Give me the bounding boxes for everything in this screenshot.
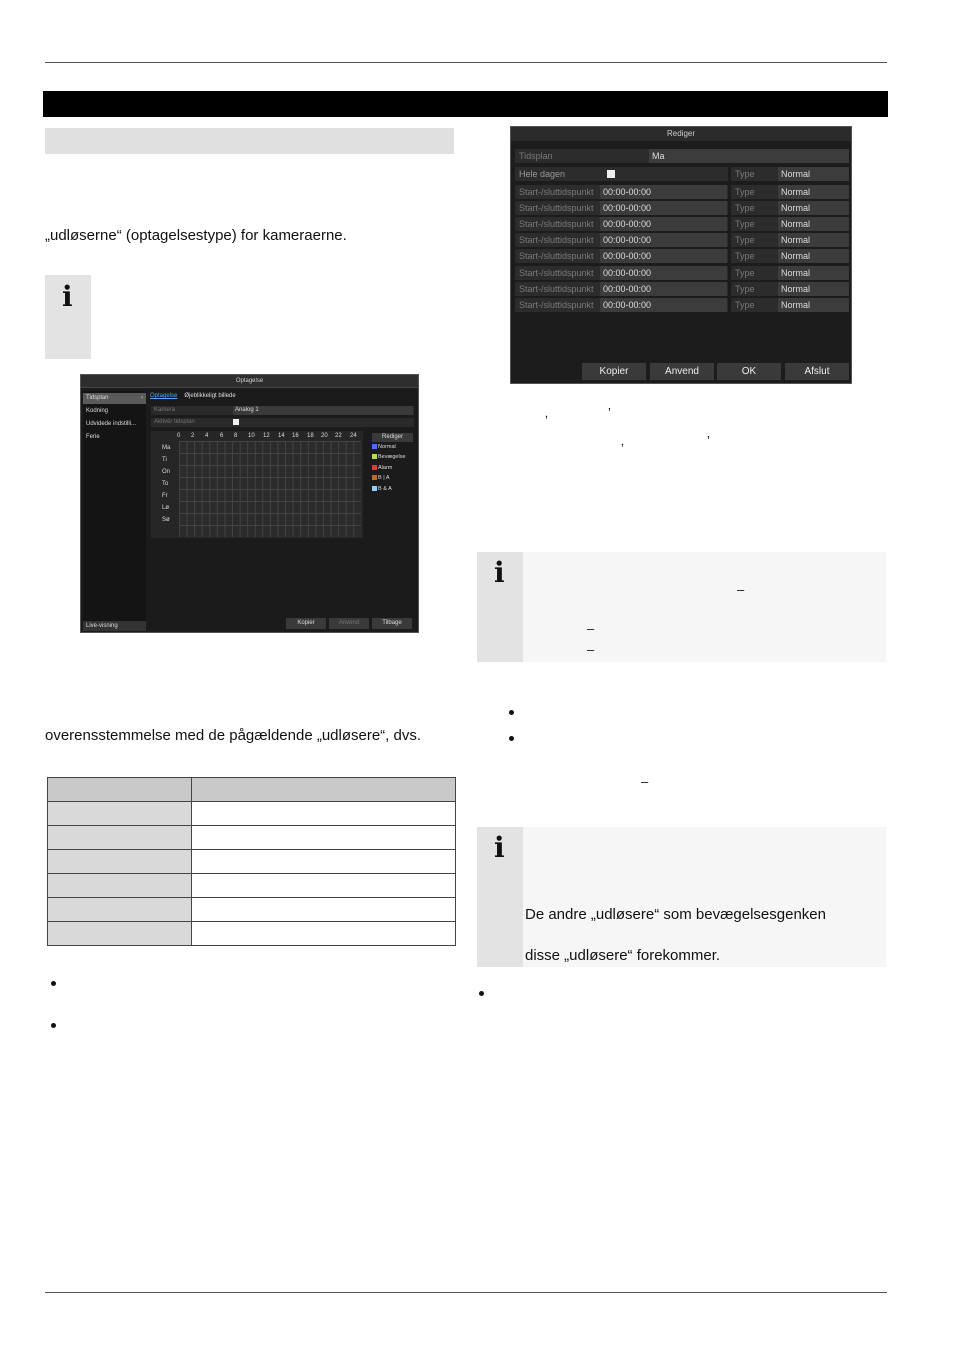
kamera-label: Kamera xyxy=(154,407,176,413)
dialog-title: Optagelse xyxy=(81,375,418,388)
bullet xyxy=(51,1023,56,1028)
live-view-button[interactable]: Live-visning xyxy=(83,621,146,631)
slot-type-select[interactable]: Normal xyxy=(778,185,849,199)
info-icon: i xyxy=(62,280,73,313)
quote-mark: ‚ xyxy=(621,433,624,448)
day-label: Ti xyxy=(162,457,167,463)
slot-row xyxy=(515,298,728,312)
slot-row xyxy=(515,282,728,296)
dash-mark: – xyxy=(587,621,595,636)
slot-type-label: Type xyxy=(735,284,755,294)
body-text-udloeserne: „udløserne“ (optagelsestype) for kameraerne. xyxy=(45,227,347,244)
slot-label: Start-/sluttidspunkt xyxy=(519,219,594,229)
table-cell xyxy=(192,778,456,802)
table-row xyxy=(48,826,456,850)
slot-time-input[interactable]: 00:00-00:00 xyxy=(600,185,727,199)
aktiver-row xyxy=(151,418,414,427)
ok-button[interactable]: OK xyxy=(717,363,781,380)
legend-swatch xyxy=(372,444,377,449)
table-cell xyxy=(192,826,456,850)
footer-rule xyxy=(45,1292,887,1293)
slot-type-row xyxy=(731,298,849,312)
slot-label: Start-/sluttidspunkt xyxy=(519,251,594,261)
hour-label: 4 xyxy=(205,433,209,439)
tidsplan-select[interactable]: Ma xyxy=(649,149,849,163)
table-cell xyxy=(48,778,192,802)
optagelse-screenshot xyxy=(80,374,419,633)
table-cell xyxy=(48,874,192,898)
header-rule xyxy=(45,62,887,63)
day-label: Sø xyxy=(162,517,170,523)
slot-type-label: Type xyxy=(735,219,755,229)
table-row xyxy=(48,898,456,922)
table-cell xyxy=(192,802,456,826)
slot-type-label: Type xyxy=(735,268,755,278)
slot-type-select[interactable]: Normal xyxy=(778,266,849,280)
kopier-button[interactable]: Kopier xyxy=(582,363,646,380)
hour-label: 16 xyxy=(292,433,299,439)
slot-time-input[interactable]: 00:00-00:00 xyxy=(600,249,727,263)
hele-dagen-row xyxy=(515,167,728,181)
slot-time-input[interactable]: 00:00-00:00 xyxy=(600,217,727,231)
slot-type-select[interactable]: Normal xyxy=(778,298,849,312)
slot-label: Start-/sluttidspunkt xyxy=(519,268,594,278)
sidebar-item-tidsplan[interactable]: Tidsplan › xyxy=(83,393,146,404)
hour-label: 24 xyxy=(350,433,357,439)
hour-label: 22 xyxy=(335,433,342,439)
slot-type-select[interactable]: Normal xyxy=(778,201,849,215)
hour-label: 20 xyxy=(321,433,328,439)
rediger-screenshot xyxy=(510,126,852,384)
hour-label: 18 xyxy=(307,433,314,439)
tidsplan-row xyxy=(515,149,849,163)
hour-label: 6 xyxy=(220,433,224,439)
trigger-table xyxy=(47,777,456,946)
info-box xyxy=(477,552,886,662)
kopier-button[interactable]: Kopier xyxy=(286,618,326,629)
slot-label: Start-/sluttidspunkt xyxy=(519,284,594,294)
slot-label: Start-/sluttidspunkt xyxy=(519,187,594,197)
sidebar xyxy=(83,391,146,631)
day-label: Lø xyxy=(162,505,170,511)
dash-mark: – xyxy=(737,582,745,597)
legend-label: Normal xyxy=(378,444,396,450)
afslut-button[interactable]: Afslut xyxy=(785,363,849,380)
slot-type-row xyxy=(731,233,849,247)
bullet xyxy=(509,710,514,715)
legend-label: B | A xyxy=(378,475,390,481)
tab-optagelse[interactable]: Optagelse xyxy=(150,393,178,399)
hour-label: 2 xyxy=(191,433,195,439)
day-label: On xyxy=(162,469,171,475)
table-row xyxy=(48,874,456,898)
slot-type-row xyxy=(731,217,849,231)
slot-type-select[interactable]: Normal xyxy=(778,282,849,296)
slot-type-row xyxy=(731,185,849,199)
legend-swatch xyxy=(372,454,377,459)
bullet xyxy=(51,981,56,986)
dash-mark: – xyxy=(587,642,595,657)
slot-label: Start-/sluttidspunkt xyxy=(519,203,594,213)
type-label: Type xyxy=(735,169,755,179)
legend-b-and-a xyxy=(372,486,392,492)
hour-label: 12 xyxy=(263,433,270,439)
bullet xyxy=(479,991,484,996)
table-cell xyxy=(48,826,192,850)
anvend-button[interactable]: Anvend xyxy=(329,618,369,629)
body-text-overensstemmelse: overensstemmelse med de pågældende „udløsere“, dvs. xyxy=(45,727,422,744)
note-text: De andre „udløsere“ som bevægelsesgenken xyxy=(525,906,826,923)
hour-label: 8 xyxy=(234,433,238,439)
slot-type-select[interactable]: Normal xyxy=(778,233,849,247)
table-row xyxy=(48,850,456,874)
table-cell xyxy=(48,898,192,922)
slot-time-input[interactable]: 00:00-00:00 xyxy=(600,201,727,215)
tab-snapshot[interactable]: Øjeblikkeligt billede xyxy=(184,393,236,399)
day-label: Fr xyxy=(162,493,168,499)
sidebar-item-udvidede[interactable]: Udvidede indstilli... xyxy=(86,421,137,427)
schedule-grid[interactable] xyxy=(179,441,361,537)
section-title-bar xyxy=(43,91,888,117)
type-row xyxy=(731,167,849,181)
info-box xyxy=(477,827,886,967)
slot-row xyxy=(515,185,728,199)
type-select[interactable]: Normal xyxy=(778,167,849,181)
slot-label: Start-/sluttidspunkt xyxy=(519,235,594,245)
table-cell xyxy=(192,874,456,898)
hele-dagen-label: Hele dagen xyxy=(519,169,566,179)
day-label: Ma xyxy=(162,445,171,451)
slot-type-row xyxy=(731,201,849,215)
table-cell xyxy=(192,922,456,946)
slot-row xyxy=(515,217,728,231)
slot-row xyxy=(515,266,728,280)
slot-type-row xyxy=(731,266,849,280)
legend-bevaegelse xyxy=(372,454,406,460)
tidsplan-label: Tidsplan xyxy=(519,151,553,161)
note-text: disse „udløsere“ forekommer. xyxy=(525,947,721,964)
sidebar-item-ferie[interactable]: Ferie xyxy=(86,434,100,440)
hour-label: 0 xyxy=(177,433,181,439)
slot-type-label: Type xyxy=(735,187,755,197)
table-header-row xyxy=(48,778,456,802)
legend-label: Bevægelse xyxy=(378,454,406,460)
sidebar-item-kodning[interactable]: Kodning xyxy=(86,408,109,414)
table-cell xyxy=(48,850,192,874)
tab-bar xyxy=(150,393,236,399)
legend-swatch xyxy=(372,475,377,480)
hele-dagen-checkbox[interactable] xyxy=(607,170,615,178)
legend-alarm xyxy=(372,465,392,471)
table-row xyxy=(48,922,456,946)
slot-time-input[interactable]: 00:00-00:00 xyxy=(600,298,727,312)
day-label: To xyxy=(162,481,169,487)
hour-label: 10 xyxy=(248,433,255,439)
slot-type-select[interactable]: Normal xyxy=(778,249,849,263)
aktiver-label: Aktivér tidsplan xyxy=(154,419,195,425)
kamera-row xyxy=(151,406,414,415)
quote-mark: ’ xyxy=(707,433,710,448)
dash-mark: – xyxy=(641,774,649,789)
slot-time-input[interactable]: 00:00-00:00 xyxy=(600,233,727,247)
slot-row xyxy=(515,249,728,263)
legend-b-or-a xyxy=(372,475,390,481)
table-cell xyxy=(192,850,456,874)
slot-type-row xyxy=(731,249,849,263)
legend-swatch xyxy=(372,465,377,470)
quote-mark: ‚ xyxy=(545,405,548,420)
legend-label: Alarm xyxy=(378,465,393,471)
subsection-heading-bar xyxy=(45,128,454,154)
info-icon: i xyxy=(494,556,505,589)
slot-type-label: Type xyxy=(735,235,755,245)
bullet xyxy=(509,736,514,741)
tilbage-button[interactable]: Tilbage xyxy=(372,618,412,629)
slot-type-label: Type xyxy=(735,251,755,261)
slot-type-label: Type xyxy=(735,203,755,213)
slot-type-label: Type xyxy=(735,300,755,310)
slot-label: Start-/sluttidspunkt xyxy=(519,300,594,310)
rediger-button[interactable]: Rediger xyxy=(372,433,413,442)
quote-mark: ’ xyxy=(608,405,611,420)
slot-type-select[interactable]: Normal xyxy=(778,217,849,231)
slot-type-row xyxy=(731,282,849,296)
slot-time-input[interactable]: 00:00-00:00 xyxy=(600,266,727,280)
slot-time-input[interactable]: 00:00-00:00 xyxy=(600,282,727,296)
slot-row xyxy=(515,201,728,215)
legend-swatch xyxy=(372,486,377,491)
info-icon: i xyxy=(494,831,505,864)
legend-label: B & A xyxy=(378,486,392,492)
anvend-button[interactable]: Anvend xyxy=(650,363,714,380)
slot-row xyxy=(515,233,728,247)
aktiver-checkbox[interactable] xyxy=(233,419,239,425)
dialog-title: Rediger xyxy=(511,127,851,141)
legend-normal xyxy=(372,444,396,450)
table-row xyxy=(48,802,456,826)
table-cell xyxy=(48,922,192,946)
kamera-select[interactable]: Analog 1 xyxy=(233,406,413,415)
hour-label: 14 xyxy=(278,433,285,439)
table-cell xyxy=(192,898,456,922)
table-cell xyxy=(48,802,192,826)
